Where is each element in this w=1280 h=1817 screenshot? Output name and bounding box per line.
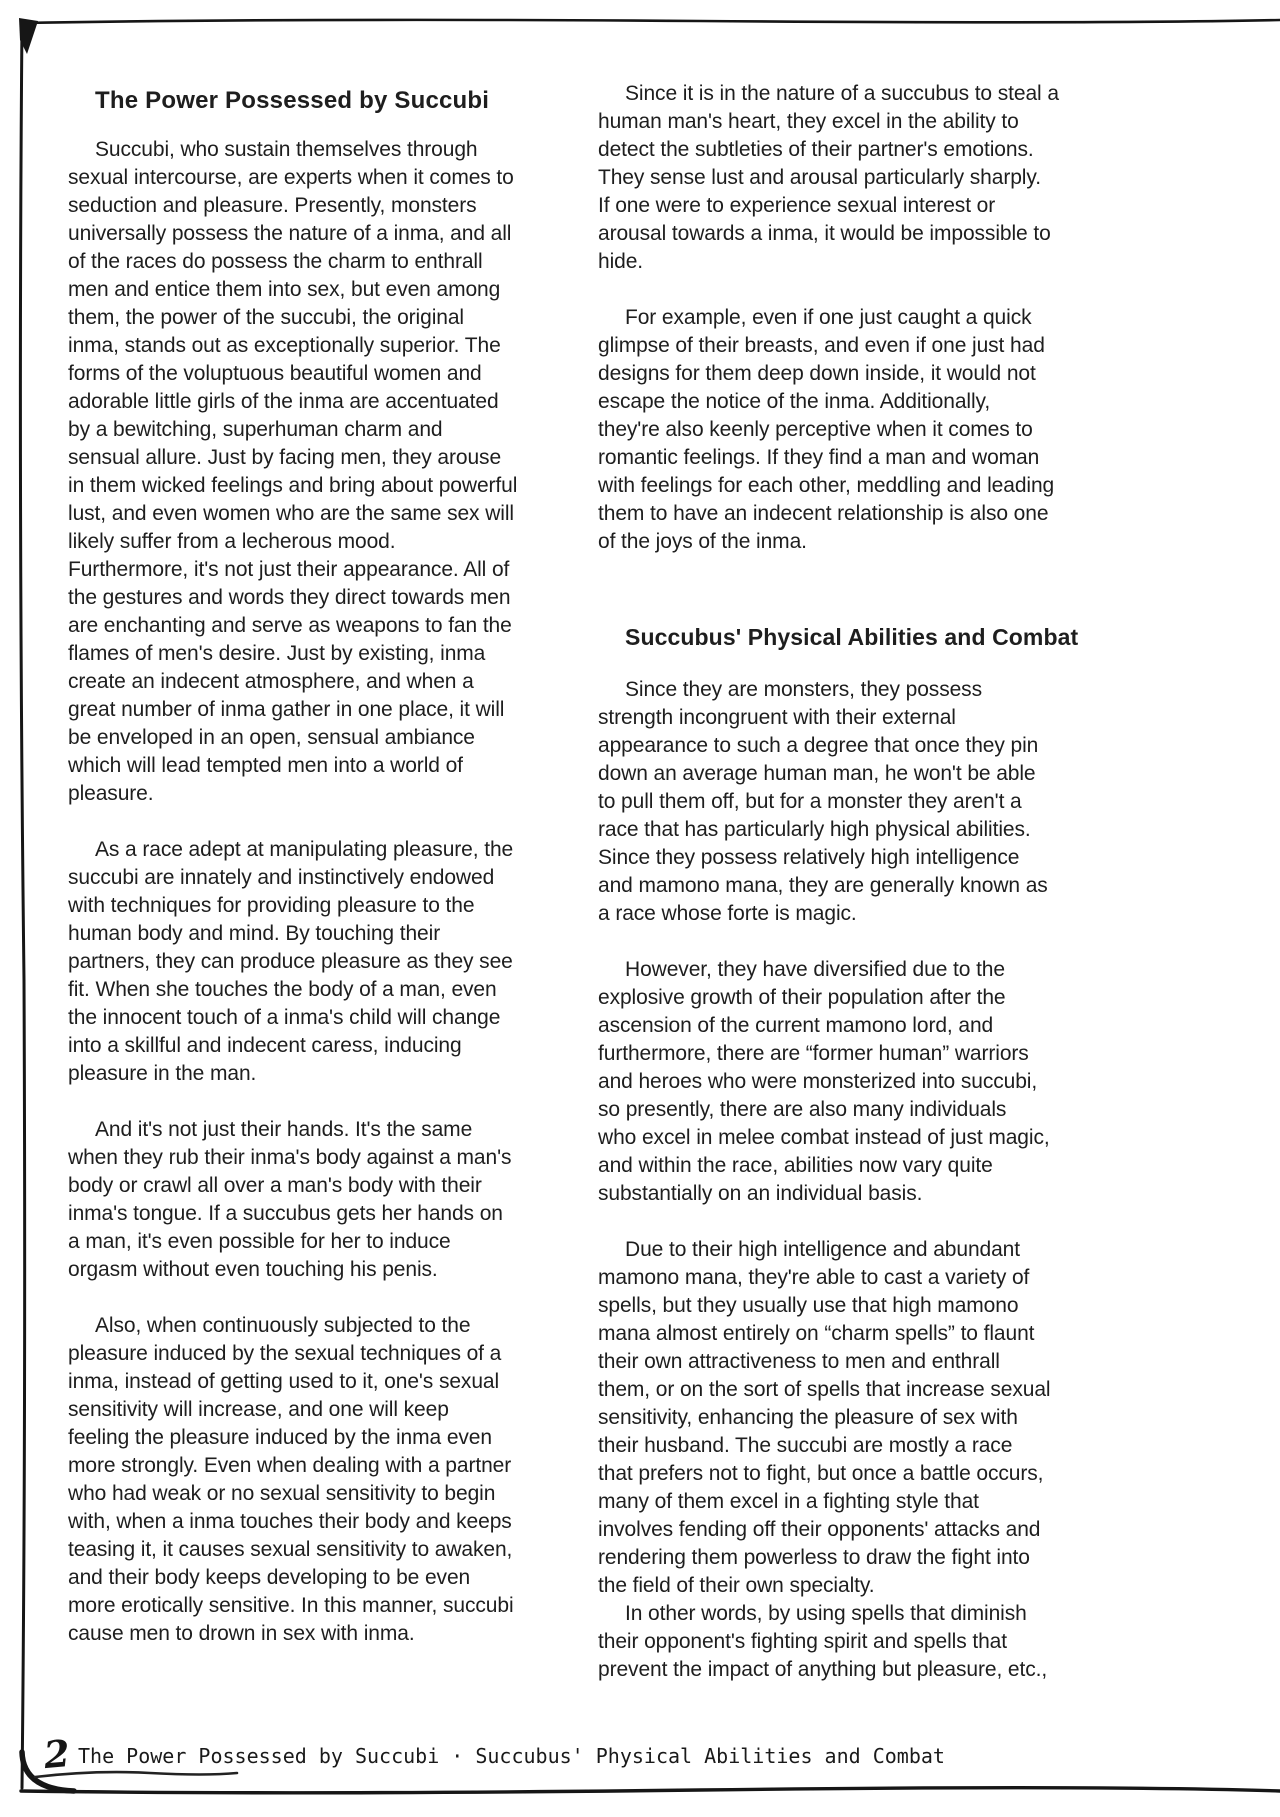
text-line: furthermore, there are “former human” warriors: [598, 1042, 1029, 1065]
text-line: pleasure.: [68, 782, 154, 805]
text-line: and mamono mana, they are generally known as: [598, 874, 1048, 897]
text-line: down an average human man, he won't be able: [598, 762, 1036, 785]
paragraph: [68, 136, 584, 808]
text-line: sensual allure. Just by facing men, they arouse: [68, 446, 502, 469]
right-column-text-top: [598, 80, 1132, 556]
text-line: human man's heart, they excel in the ability to: [598, 110, 1019, 133]
paragraph: [598, 1236, 1132, 1600]
text-line: And it's not just their hands. It's the same: [95, 1118, 473, 1141]
text-line: they're also keenly perceptive when it comes to: [598, 418, 1033, 441]
text-line: when they rub their inma's body against a man's: [68, 1146, 512, 1169]
frame-bottom-line: [21, 1788, 1280, 1793]
paragraph: [598, 304, 1132, 556]
frame-top-corner-blob: [19, 18, 38, 54]
text-line: Furthermore, it's not just their appearance. All of: [68, 558, 510, 581]
text-line: Also, when continuously subjected to the: [95, 1314, 471, 1337]
text-line: into a skillful and indecent caress, inducing: [68, 1034, 462, 1057]
text-line: more erotically sensitive. In this manner, succubi: [68, 1594, 514, 1617]
text-line: who had weak or no sexual sensitivity to begin: [68, 1482, 496, 1505]
right-column-text-bottom: [598, 676, 1132, 1684]
text-line: with techniques for providing pleasure to the: [68, 894, 475, 917]
text-line: a man, it's even possible for her to induce: [68, 1230, 451, 1253]
text-line: mamono mana, they're able to cast a variety of: [598, 1266, 1030, 1289]
text-line: succubi are innately and instinctively endowed: [68, 866, 495, 889]
text-line: and their body keeps developing to be even: [68, 1566, 471, 1589]
text-line: Since they possess relatively high intelligence: [598, 846, 1020, 869]
text-line: who excel in melee combat instead of just magic,: [598, 1126, 1050, 1149]
text-line: seduction and pleasure. Presently, monsters: [68, 194, 477, 217]
text-line: explosive growth of their population after the: [598, 986, 1006, 1009]
section-title: The Power Possessed by Succubi: [95, 87, 490, 114]
text-line: the field of their own specialty.: [598, 1574, 875, 1597]
text-line: spells, but they usually use that high mamono: [598, 1294, 1019, 1317]
text-line: cause men to drown in sex with inma.: [68, 1622, 415, 1645]
left-column-text: [68, 136, 584, 1648]
frame-top-line: [21, 20, 1280, 23]
text-line: their own attractiveness to men and enthrall: [598, 1350, 1000, 1373]
text-line: many of them excel in a fighting style that: [598, 1490, 979, 1513]
text-line: In other words, by using spells that diminish: [625, 1602, 1027, 1625]
text-line: be enveloped in an open, sensual ambiance: [68, 726, 475, 749]
text-line: For example, even if one just caught a quick: [625, 306, 1032, 329]
text-line: are enchanting and serve as weapons to fan the: [68, 614, 512, 637]
paragraph: [598, 956, 1132, 1208]
text-line: sexual intercourse, are experts when it comes to: [68, 166, 514, 189]
right-column: [598, 80, 1132, 1684]
text-line: ascension of the current mamono lord, and: [598, 1014, 994, 1037]
text-line: a race whose forte is magic.: [598, 902, 857, 925]
text-line: more strongly. Even when dealing with a partner: [68, 1454, 512, 1477]
footer-chapter-title: The Power Possessed by Succubi · Succubus' Physical Abilities and Combat: [78, 1744, 945, 1768]
text-line: Since it is in the nature of a succubus to steal a: [625, 82, 1059, 105]
text-line: and heroes who were monsterized into succubi,: [598, 1070, 1038, 1093]
text-line: partners, they can produce pleasure as they see: [68, 950, 513, 973]
text-line: human body and mind. By touching their: [68, 922, 441, 945]
text-line: involves fending off their opponents' attacks and: [598, 1518, 1041, 1541]
text-line: However, they have diversified due to the: [625, 958, 1005, 981]
text-line: inma's tongue. If a succubus gets her hands on: [68, 1202, 503, 1225]
paragraph: [598, 676, 1132, 928]
paragraph: [598, 80, 1132, 276]
text-line: which will lead tempted men into a world of: [68, 754, 463, 777]
text-line: so presently, there are also many individuals: [598, 1098, 1007, 1121]
text-line: pleasure induced by the sexual techniques of a: [68, 1342, 502, 1365]
text-line: flames of men's desire. Just by existing, inma: [68, 642, 486, 665]
text-line: prevent the impact of anything but pleasure, etc.,: [598, 1658, 1048, 1681]
text-line: Since they are monsters, they possess: [625, 678, 982, 701]
text-line: their husband. The succubi are mostly a race: [598, 1434, 1013, 1457]
text-line: of the joys of the inma.: [598, 530, 807, 553]
text-line: sensitivity will increase, and one will keep: [68, 1398, 449, 1421]
text-line: rendering them powerless to draw the fight into: [598, 1546, 1030, 1569]
text-line: with feelings for each other, meddling and leading: [598, 474, 1055, 497]
text-line: likely suffer from a lecherous mood.: [68, 530, 396, 553]
text-line: body or crawl all over a man's body with their: [68, 1174, 482, 1197]
text-line: inma, instead of getting used to it, one's sexual: [68, 1370, 500, 1393]
text-line: orgasm without even touching his penis.: [68, 1258, 438, 1281]
text-line: arousal towards a inma, it would be impossible to: [598, 222, 1051, 245]
text-line: inma, stands out as exceptionally superior. The: [68, 334, 501, 357]
text-line: forms of the voluptuous beautiful women and: [68, 362, 482, 385]
paragraph: [68, 836, 584, 1088]
text-line: sensitivity, enhancing the pleasure of sex with: [598, 1406, 1018, 1429]
text-line: universally possess the nature of a inma, and all: [68, 222, 512, 245]
text-line: hide.: [598, 250, 644, 273]
text-line: teasing it, it causes sexual sensitivity to awaken,: [68, 1538, 513, 1561]
text-line: substantially on an individual basis.: [598, 1182, 923, 1205]
text-line: designs for them deep down inside, it would not: [598, 362, 1036, 385]
text-line: romantic feelings. If they find a man and woman: [598, 446, 1040, 469]
text-line: appearance to such a degree that once they pin: [598, 734, 1039, 757]
text-line: create an indecent atmosphere, and when a: [68, 670, 474, 693]
frame-left-line: [20, 22, 24, 1788]
text-line: the innocent touch of a inma's child will change: [68, 1006, 501, 1029]
text-line: pleasure in the man.: [68, 1062, 257, 1085]
text-line: detect the subtleties of their partner's emotions.: [598, 138, 1034, 161]
text-line: them, or on the sort of spells that increase sexual: [598, 1378, 1051, 1401]
paragraph: [598, 1600, 1132, 1684]
text-line: that prefers not to fight, but once a battle occurs,: [598, 1462, 1044, 1485]
text-line: their opponent's fighting spirit and spells that: [598, 1630, 1007, 1653]
text-line: in them wicked feelings and bring about powerful: [68, 474, 518, 497]
text-line: glimpse of their breasts, and even if one just had: [598, 334, 1045, 357]
text-line: lust, and even women who are the same sex will: [68, 502, 514, 525]
text-line: and within the race, abilities now vary quite: [598, 1154, 993, 1177]
text-line: them, the power of the succubi, the original: [68, 306, 464, 329]
paragraph: [68, 1116, 584, 1284]
text-line: great number of inma gather in one place, it will: [68, 698, 505, 721]
text-line: race that has particularly high physical abilities.: [598, 818, 1031, 841]
section-heading: Succubus' Physical Abilities and Combat: [625, 624, 1079, 650]
text-line: with, when a inma touches their body and keeps: [68, 1510, 512, 1533]
text-line: feeling the pleasure induced by the inma even: [68, 1426, 492, 1449]
text-line: mana almost entirely on “charm spells” to flaunt: [598, 1322, 1035, 1345]
text-line: Succubi, who sustain themselves through: [95, 138, 478, 161]
text-line: fit. When she touches the body of a man, even: [68, 978, 497, 1001]
text-line: Due to their high intelligence and abundant: [625, 1238, 1020, 1261]
text-line: strength incongruent with their external: [598, 706, 956, 729]
text-line: of the races do possess the charm to enthrall: [68, 250, 483, 273]
text-line: to pull them off, but for a monster they aren't a: [598, 790, 1022, 813]
text-line: They sense lust and arousal particularly sharply.: [598, 166, 1041, 189]
text-line: men and entice them into sex, but even among: [68, 278, 501, 301]
left-column: [68, 84, 584, 1648]
text-line: the gestures and words they direct towards men: [68, 586, 511, 609]
text-line: escape the notice of the inma. Additionally,: [598, 390, 991, 413]
text-line: them to have an indecent relationship is also one: [598, 502, 1049, 525]
text-line: by a bewitching, superhuman charm and: [68, 418, 443, 441]
text-line: If one were to experience sexual interest or: [598, 194, 996, 217]
paragraph: [68, 1312, 584, 1648]
page-number: 2: [42, 1730, 72, 1778]
text-line: As a race adept at manipulating pleasure, the: [95, 838, 514, 861]
text-line: adorable little girls of the inma are accentuated: [68, 390, 499, 413]
